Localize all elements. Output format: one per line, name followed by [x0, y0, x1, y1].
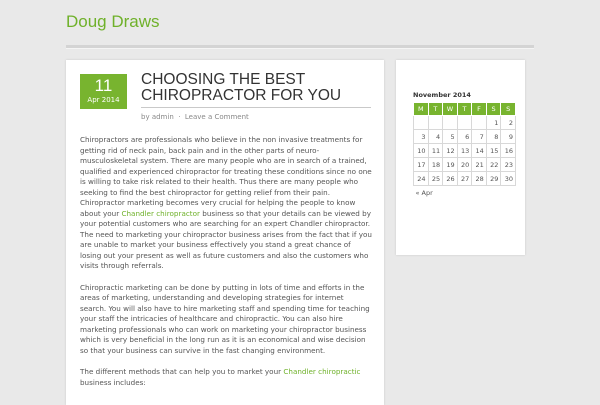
post-article [66, 60, 384, 405]
paragraph-text: The different methods that can help you to market your [80, 367, 284, 376]
post-paragraph [80, 135, 372, 272]
post-title[interactable]: CHOOSING THE BEST CHIROPRACTOR FOR YOU [141, 71, 342, 104]
calendar-weekday-2: W [443, 103, 458, 116]
post-meta [141, 113, 249, 121]
calendar-weekday-6: S [501, 103, 516, 116]
calendar-caption: November 2014 [413, 91, 471, 99]
calendar-day: 30 [501, 172, 516, 186]
calendar-day: 11 [428, 144, 443, 158]
calendar-empty-cell [457, 116, 472, 130]
calendar-day: 7 [472, 130, 487, 144]
calendar-nav-spacer [457, 186, 515, 200]
post-content [80, 135, 372, 399]
calendar-week-row [414, 158, 516, 172]
calendar-day: 19 [443, 158, 458, 172]
calendar-day: 14 [472, 144, 487, 158]
calendar-day: 24 [414, 172, 429, 186]
calendar-body [414, 116, 516, 200]
chandler-chiropractic-link[interactable]: Chandler chiropractic [283, 367, 361, 376]
calendar-empty-cell [428, 116, 443, 130]
calendar-empty-cell [443, 116, 458, 130]
calendar-weekday-4: F [472, 103, 487, 116]
post-author-link[interactable]: admin [151, 113, 174, 121]
calendar-widget [396, 60, 525, 255]
calendar-day: 1 [486, 116, 501, 130]
calendar-day: 23 [501, 158, 516, 172]
calendar-day: 29 [486, 172, 501, 186]
meta-separator: · [178, 113, 181, 121]
post-date-badge [80, 74, 127, 109]
calendar-table [413, 102, 516, 199]
post-author-prefix: by [141, 113, 150, 121]
calendar-day: 10 [414, 144, 429, 158]
calendar-weekday-3: T [457, 103, 472, 116]
calendar-day: 20 [457, 158, 472, 172]
post-paragraph [80, 367, 372, 388]
chandler-chiropractor-link[interactable]: Chandler chiropractor [121, 208, 200, 218]
calendar-day: 5 [443, 130, 458, 144]
calendar-day: 3 [414, 130, 429, 144]
paragraph-text: Chiropractors are professionals who believe in the non invasive treatments for getting rid of neck pain, back pain and in the other parts of neuro-musculoskeletal system. There are many people who are in search of a trained, qualified and experienced chiropractor for treating these conditions since no one is willing to take risk related to their health. Thus there are many people who seeking to find the best chiropractor for getting relief from their pain. Chiropractor marketing becomes very crucial for helping the people to know about your [80, 135, 372, 218]
calendar-day: 9 [501, 130, 516, 144]
paragraph-text: business so that your details can be viewed by your potential customers who are searching for an expert Chandler chiropractor. The need to marketing your chiropractor business arises from the fact that if you are unable to market your business effectively you stand a great chance of losing out your present as well as future customers and also the customers who visits through referrals. [80, 208, 372, 270]
calendar-day: 28 [472, 172, 487, 186]
calendar-day: 8 [486, 130, 501, 144]
site-title[interactable]: Doug Draws [66, 12, 160, 31]
calendar-day: 22 [486, 158, 501, 172]
post-date-day: 11 [94, 76, 113, 95]
calendar-prev-cell [414, 186, 458, 200]
header-divider [66, 45, 534, 49]
calendar-day: 18 [428, 158, 443, 172]
calendar-day: 15 [486, 144, 501, 158]
calendar-weekday-0: M [414, 103, 429, 116]
post-paragraph: Chiropractic marketing can be done by putting in lots of time and efforts in the areas of marketing, understanding and developing strategies for internet search. You will also have to hire marketing staff and spending time for teaching your staff the intricacies of healthcare and chiropractic. You can also hire marketing professionals who can work on marketing your chiropractor business which is very beneficial in the long run as it is an economical and wise decision so that your business can survive in the fast changing environment. [80, 282, 370, 355]
calendar-nav-row [414, 186, 516, 200]
calendar-day: 2 [501, 116, 516, 130]
calendar-day: 21 [472, 158, 487, 172]
calendar-empty-cell [472, 116, 487, 130]
calendar-weekday-1: T [428, 103, 443, 116]
paragraph-text: business includes: [80, 377, 146, 387]
post-date-month: Apr 2014 [87, 96, 120, 104]
calendar-header-row [414, 103, 516, 116]
calendar-empty-cell [414, 116, 429, 130]
calendar-day: 6 [457, 130, 472, 144]
calendar-day: 16 [501, 144, 516, 158]
calendar-weekday-5: S [486, 103, 501, 116]
calendar-day: 27 [457, 172, 472, 186]
calendar-week-row [414, 116, 516, 130]
calendar-day: 25 [428, 172, 443, 186]
calendar-prev-month-link[interactable]: « Apr [415, 188, 433, 197]
calendar-day: 17 [414, 158, 429, 172]
calendar-day: 4 [428, 130, 443, 144]
calendar-day: 26 [443, 172, 458, 186]
post-title-divider [141, 107, 371, 108]
calendar-week-row [414, 130, 516, 144]
calendar-day: 13 [457, 144, 472, 158]
calendar-day: 12 [443, 144, 458, 158]
calendar-week-row [414, 172, 516, 186]
calendar-week-row [414, 144, 516, 158]
leave-comment-link[interactable]: Leave a Comment [184, 113, 249, 121]
